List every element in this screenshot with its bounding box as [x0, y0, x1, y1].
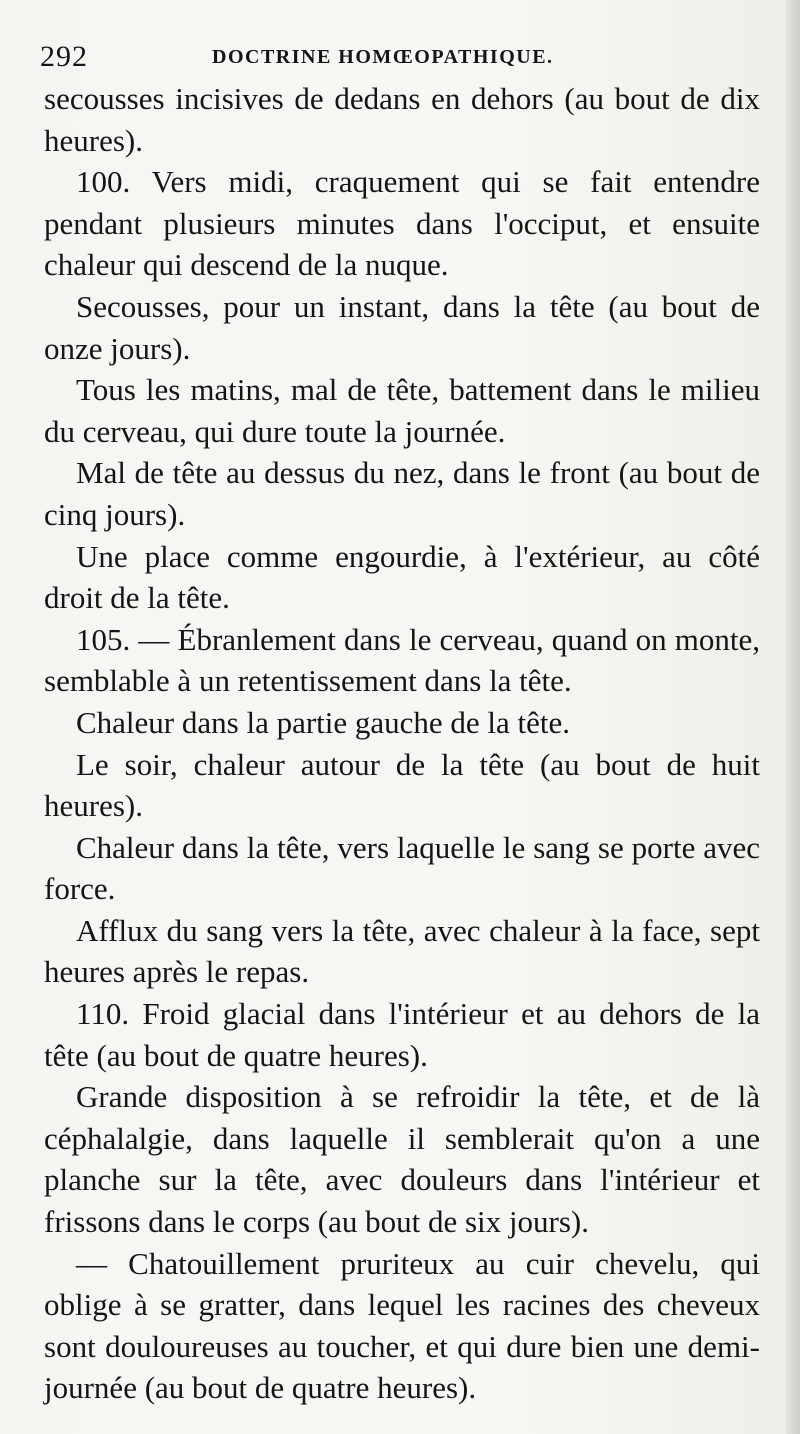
paragraph: Tous les matins, mal de tête, battement dans le milieu du cerveau, qui dure toute la journée.: [44, 372, 760, 449]
paragraph: 105. — Ébranlement dans le cerveau, quand on monte, semblable à un retentissement dans la tête.: [44, 621, 760, 699]
running-title: DOCTRINE HOMŒOPATHIQUE.: [212, 46, 554, 68]
page-gutter-shadow: [786, 0, 800, 1434]
paragraph: — Chatouillement pruriteux au cuir chevelu, qui oblige à se gratter, dans lequel les racines des cheveux sont douloureuses au toucher, et qui dure bien une demi-journée (au bout de quatre heures).: [44, 1245, 760, 1406]
paragraph: 100. Vers midi, craquement qui se fait entendre pendant plusieurs minutes dans l'occiput, et ensuite chaleur qui descend de la nuque.: [44, 164, 760, 283]
paragraph: Une place comme engourdie, à l'extérieur, au côté droit de la tête.: [44, 538, 760, 616]
paragraph: 110. Froid glacial dans l'intérieur et au dehors de la tête (au bout de quatre heures).: [44, 996, 760, 1073]
paragraph: Mal de tête au dessus du nez, dans le front (au bout de cinq jours).: [44, 455, 760, 532]
paragraph: Afflux du sang vers la tête, avec chaleur à la face, sept heures après le repas.: [44, 912, 760, 990]
paragraph: Secousses, pour un instant, dans la tête (au bout de onze jours).: [44, 288, 760, 366]
paragraph: Le soir, chaleur autour de la tête (au bout de huit heures).: [44, 746, 760, 824]
paragraph: Grande disposition à se refroidir la tête, et de là céphalalgie, dans laquelle il semblerait qu'on a une planche sur la tête, avec douleurs dans l'intérieur et frissons dans le corps (au bout de six jours).: [44, 1079, 760, 1240]
page-header: [40, 38, 760, 78]
page-number: 292: [40, 40, 88, 73]
body-text: [44, 78, 760, 1409]
paragraph: Chaleur dans la partie gauche de la tête.: [76, 704, 571, 740]
paragraph: secousses incisives de dedans en dehors (au bout de dix heures).: [44, 81, 760, 158]
paragraph: Chaleur dans la tête, vers laquelle le sang se porte avec force.: [44, 829, 760, 907]
